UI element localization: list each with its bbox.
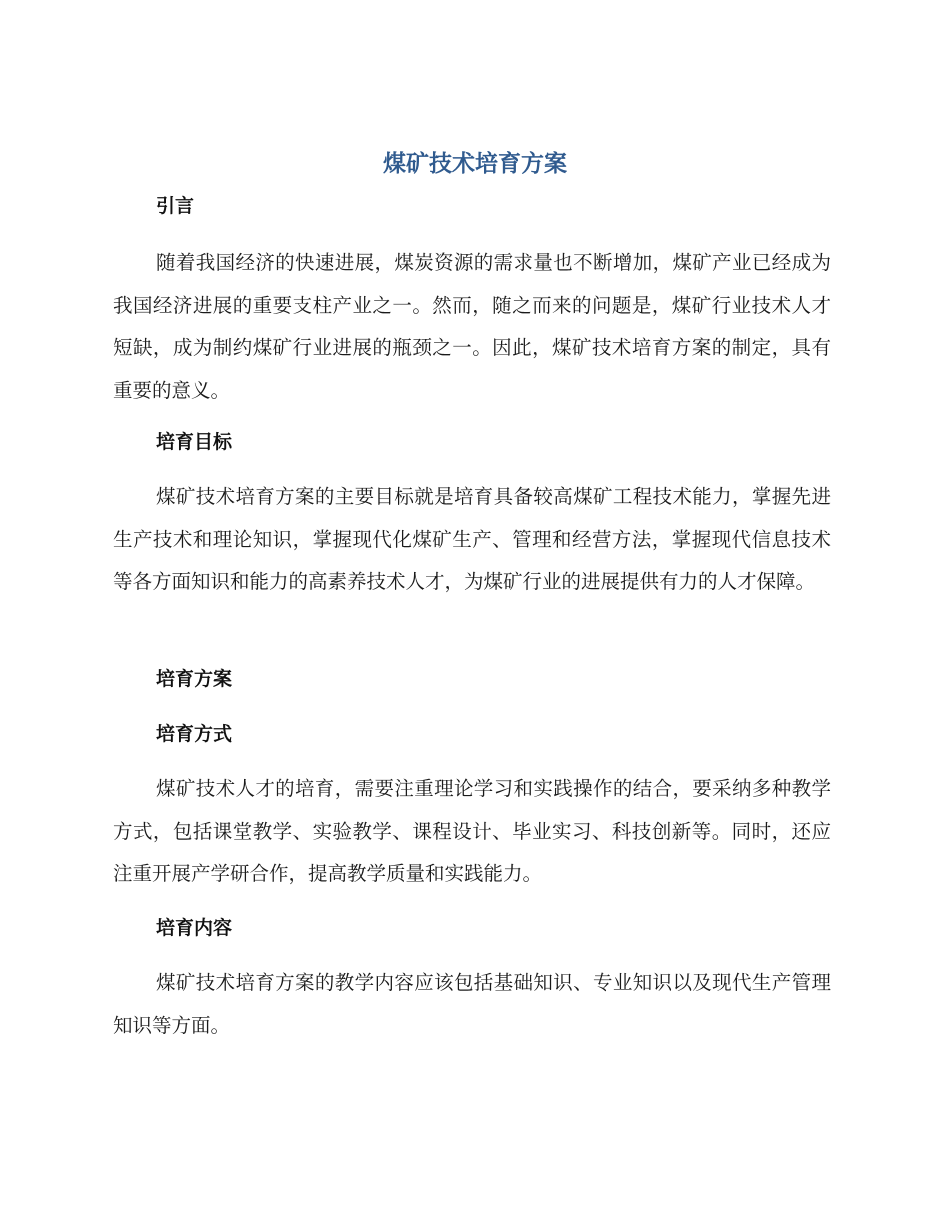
paragraph-goal: 煤矿技术培育方案的主要目标就是培育具备较高煤矿工程技术能力，掌握先进生产技术和理论知识，掌握现代化煤矿生产、管理和经营方法，掌握现代信息技术等各方面知识和能力的高素养技术人才，为煤矿行业的进展提供有力的人才保障。: [113, 485, 831, 593]
section-heading-content: 培育内容: [156, 917, 233, 939]
paragraph-intro: 随着我国经济的快速进展，煤炭资源的需求量也不断增加，煤矿产业已经成为我国经济进展的重要支柱产业之一。然而，随之而来的问题是，煤矿行业技术人才短缺，成为制约煤矿行业进展的瓶颈之一。因此，煤矿技术培育方案的制定，具有重要的意义。: [113, 251, 831, 402]
paragraph-method: 煤矿技术人才的培育，需要注重理论学习和实践操作的结合，要采纳多种教学方式，包括课堂教学、实验教学、课程设计、毕业实习、科技创新等。同时，还应注重开展产学研合作，提高教学质量和实践能力。: [113, 777, 831, 885]
section-heading-method: 培育方式: [156, 723, 233, 745]
paragraph-content: 煤矿技术培育方案的教学内容应该包括基础知识、专业知识以及现代生产管理知识等方面。: [113, 971, 831, 1037]
document-title: 煤矿技术培育方案: [383, 151, 567, 177]
section-heading-plan: 培育方案: [156, 668, 233, 690]
section-heading-goal: 培育目标: [156, 431, 233, 453]
section-heading-intro: 引言: [156, 195, 195, 217]
